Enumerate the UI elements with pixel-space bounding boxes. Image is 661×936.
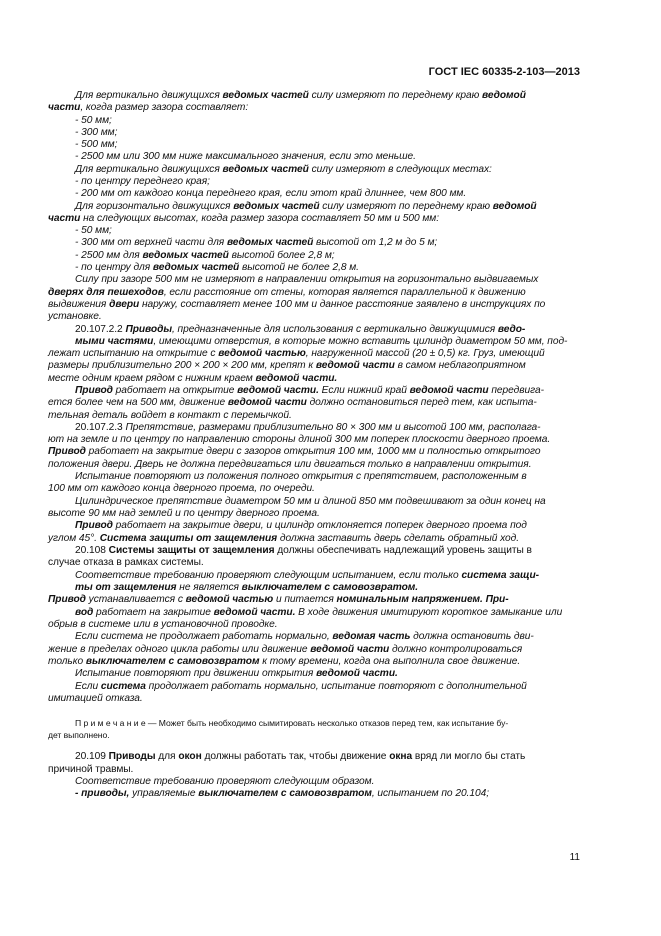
- bold-term: ведомой части: [310, 644, 390, 655]
- text-run: высотой от 1,2 м до 5 м;: [313, 237, 438, 248]
- bold-term: ведомой части.: [237, 385, 319, 396]
- text-run: в самом неблагоприятном: [394, 360, 526, 371]
- text-line: [48, 373, 337, 385]
- text-run: работает на закрытие двери, и цилиндр отклоняется поперек дверного проема под: [112, 520, 527, 531]
- text-line: [75, 751, 525, 763]
- text-line: [48, 434, 550, 446]
- bold-term: система: [100, 681, 146, 692]
- bold-term: ведомой частью: [185, 594, 274, 605]
- text-run: управляемые: [129, 788, 199, 799]
- text-run: - 300 мм;: [75, 127, 118, 138]
- text-run: - 50 мм;: [75, 115, 112, 126]
- text-run: Если нижний край: [318, 385, 410, 396]
- text-run: - 500 мм;: [75, 139, 118, 150]
- bold-term: Привод: [48, 594, 86, 605]
- text-run: должны работать так, чтобы движение: [201, 751, 390, 762]
- text-run: - 300 мм от верхней части для: [75, 237, 227, 248]
- text-run: продолжает работать нормально, испытание повторяют с дополнительной: [145, 681, 527, 692]
- text-run: силу измеряют по переднему краю: [319, 201, 493, 212]
- bold-term: вод: [75, 607, 94, 618]
- text-line: [75, 471, 527, 483]
- text-line: [48, 287, 526, 299]
- text-line: [48, 311, 102, 323]
- text-line: [48, 619, 278, 631]
- text-line: [48, 729, 110, 741]
- text-run: устанавливается с: [85, 594, 186, 605]
- bold-term: выключателем с самовозвратом: [198, 788, 372, 799]
- text-line: [75, 545, 532, 557]
- text-line: [48, 508, 320, 520]
- bold-term: части: [48, 102, 81, 113]
- text-line: [75, 385, 544, 397]
- text-line: [75, 164, 492, 176]
- text-run: ется более чем на 500 мм, движение: [48, 397, 228, 408]
- text-line: [75, 90, 526, 102]
- text-run: , когда размер зазора составляет:: [80, 102, 249, 113]
- text-run: - 2500 мм или 300 мм ниже максимального значения, если это меньше.: [75, 151, 416, 162]
- text-line: [75, 274, 538, 286]
- text-run: должно контролироваться: [389, 644, 523, 655]
- text-run: должны обеспечивать надлежащий уровень защиты в: [274, 545, 532, 556]
- text-run: П р и м е ч а н и е — Может быть необходимо сымитировать несколько отказов перед тем, как испытание бу-: [75, 718, 509, 728]
- bold-term: ведомой части: [227, 397, 307, 408]
- bold-term: Привод: [48, 446, 86, 457]
- text-line: [48, 594, 509, 606]
- text-line: [75, 496, 546, 508]
- text-run: , предназначенные для использования с вертикально движущимися: [171, 324, 498, 335]
- bold-term: система защи-: [461, 570, 539, 581]
- text-run: Если: [75, 681, 101, 692]
- text-line: [75, 336, 567, 348]
- text-line: [75, 631, 534, 643]
- text-line: [48, 360, 526, 372]
- bold-term: номинальным напряжением. При-: [336, 594, 509, 605]
- bold-term: Приводы: [108, 751, 156, 762]
- text-line: [48, 557, 204, 569]
- bold-term: ведомых частей: [233, 201, 320, 212]
- text-run: , испытанием по 20.104;: [371, 788, 489, 799]
- text-run: 20.109: [75, 751, 109, 762]
- bold-term: ведомых частей: [152, 262, 240, 273]
- text-run: положения двери. Дверь не должна передвигаться или двигаться только в направлении открытия.: [48, 459, 532, 470]
- text-run: только: [48, 656, 86, 667]
- text-run: Соответствие требованию проверяют следующим образом.: [75, 776, 375, 787]
- text-run: дет выполнено.: [48, 730, 110, 740]
- text-line: [48, 693, 143, 705]
- text-run: месте одним краем рядом с нижним краем: [48, 373, 256, 384]
- text-line: [48, 459, 531, 471]
- text-line: [75, 127, 117, 139]
- bold-term: ведомой частью: [218, 348, 306, 359]
- text-run: лежат испытанию на открытие с: [48, 348, 219, 359]
- page-number: 11: [569, 852, 580, 863]
- text-line: [75, 422, 541, 434]
- text-run: должна остановить дви-: [410, 631, 534, 642]
- text-run: выдвижения: [48, 299, 110, 310]
- text-run: и питается: [273, 594, 337, 605]
- text-line: [48, 102, 248, 114]
- bold-term: ведомых частей: [142, 250, 229, 261]
- text-line: [75, 151, 416, 163]
- text-run: Для вертикально движущихся: [75, 164, 223, 175]
- text-line: [48, 656, 520, 668]
- text-line: [75, 115, 112, 127]
- text-run: - 200 мм от каждого конца переднего края, если этот край длиннее, чем 800 мм.: [75, 188, 467, 199]
- text-line: [75, 776, 374, 788]
- text-line: [75, 250, 335, 262]
- text-run: высоте 90 мм над землей и по центру дверного проема.: [48, 508, 320, 519]
- bold-term: Приводы: [125, 324, 172, 335]
- text-run: 20.107.2.2: [75, 324, 126, 335]
- text-line: [75, 668, 398, 680]
- text-run: для: [155, 751, 179, 762]
- text-run: причиной травмы.: [48, 764, 134, 775]
- text-run: Если система не продолжает работать нормально,: [75, 631, 333, 642]
- text-line: [75, 139, 117, 151]
- text-line: [48, 299, 545, 311]
- bold-term: ведомых частей: [222, 164, 309, 175]
- text-run: - по центру переднего края;: [75, 176, 210, 187]
- text-line: [48, 410, 292, 422]
- bold-term: ведомой: [482, 90, 526, 101]
- text-run: 20.107.2.3: [75, 422, 126, 433]
- text-run: установке.: [48, 311, 102, 322]
- text-run: Соответствие требованию проверяют следующим испытанием, если только: [75, 570, 462, 581]
- text-run: Испытание повторяют из положения полного открытия с препятствием, расположенным в: [75, 471, 527, 482]
- text-run: работает на закрытие: [93, 607, 214, 618]
- document-header: ГОСТ IEC 60335-2-103—2013: [428, 66, 580, 78]
- bold-term: ведомой части: [315, 360, 395, 371]
- text-run: Для вертикально движущихся: [75, 90, 223, 101]
- text-run: Испытание повторяют при движении открытия: [75, 668, 317, 679]
- text-run: работает на закрытие двери с зазоров открытия 100 мм, 1000 мм и полностью открытого: [85, 446, 541, 457]
- text-run: высотой более 2,8 м;: [228, 250, 335, 261]
- bold-term: окна: [389, 751, 413, 762]
- text-run: силу измеряют по переднему краю: [308, 90, 483, 101]
- text-run: , если расстояние от стены, которая является параллельной к движению: [163, 287, 526, 298]
- text-run: ют на земле и по центру по направлению стороны длиной 300 мм поперек плоскости дверного проема.: [48, 434, 551, 445]
- text-run: работает на открытие: [112, 385, 238, 396]
- text-line: [48, 348, 545, 360]
- text-run: случае отказа в рамках системы.: [48, 557, 204, 568]
- text-line: [75, 201, 537, 213]
- text-line: [48, 483, 315, 495]
- text-run: , нагруженной массой (20 ± 0,5) кг. Груз, имеющий: [305, 348, 545, 359]
- text-run: передвига-: [488, 385, 544, 396]
- text-line: [75, 237, 437, 249]
- text-line: [75, 520, 527, 532]
- text-line: [75, 788, 489, 800]
- text-line: [75, 681, 527, 693]
- text-run: В ходе движения имитируют короткое замыкание или: [295, 607, 563, 618]
- text-run: к тому времени, когда она выполнила свое движение.: [259, 656, 521, 667]
- text-run: тельная деталь войдет в контакт с перемычкой.: [48, 410, 292, 421]
- bold-term: ведо-: [497, 324, 526, 335]
- text-line: [75, 717, 508, 729]
- bold-term: выключателем с самовозвратом: [85, 656, 260, 667]
- text-run: 100 мм от каждого конца дверного проема, по очереди.: [48, 483, 315, 494]
- text-run: размеры приблизительно 200 × 200 × 200 мм, крепят к: [48, 360, 316, 371]
- text-line: [75, 324, 525, 336]
- bold-term: ты от защемления: [75, 582, 177, 593]
- text-line: [75, 570, 539, 582]
- text-run: Цилиндрическое препятствие диаметром 50 мм и длиной 850 мм подвешивают за один конец на: [75, 496, 546, 507]
- bold-term: дверях для пешеходов: [48, 287, 164, 298]
- bold-term: ведомой части.: [316, 668, 398, 679]
- text-line: [48, 397, 537, 409]
- bold-term: ведомая часть: [332, 631, 411, 642]
- text-run: - 50 мм;: [75, 225, 112, 236]
- text-line: [48, 213, 439, 225]
- bold-term: выключателем с самовозвратом.: [241, 582, 419, 593]
- text-line: [48, 644, 522, 656]
- text-run: Силу при зазоре 500 мм не измеряют в направлении открытия на горизонтально выдвигаемых: [75, 274, 539, 285]
- bold-term: ведомых частей: [226, 237, 314, 248]
- bold-term: Система защиты от защемления: [99, 533, 278, 544]
- text-run: должно остановиться перед тем, как испыта-: [306, 397, 537, 408]
- bold-term: ведомой части.: [255, 373, 338, 384]
- bold-term: ведомой части.: [213, 607, 296, 618]
- bold-term: двери: [109, 299, 140, 310]
- text-run: Для горизонтально движущихся: [75, 201, 234, 212]
- text-line: [48, 533, 519, 545]
- bold-term: мыми частями: [75, 336, 154, 347]
- text-run: вряд ли могло бы стать: [412, 751, 526, 762]
- bold-term: окон: [178, 751, 202, 762]
- bold-term: части: [48, 213, 81, 224]
- bold-term: - приводы,: [75, 788, 130, 799]
- text-run: , имеющими отверстия, в которые можно вставить цилиндр диаметром 50 мм, под-: [153, 336, 568, 347]
- text-line: [75, 607, 562, 619]
- text-run: высотой не более 2,8 м.: [239, 262, 359, 273]
- text-line: [75, 582, 418, 594]
- bold-term: Системы защиты от защемления: [108, 545, 275, 556]
- text-run: - 2500 мм для: [75, 250, 143, 261]
- text-line: [75, 225, 112, 237]
- text-run: 20.108: [75, 545, 109, 556]
- text-run: имитацией отказа.: [48, 693, 143, 704]
- bold-term: ведомых частей: [222, 90, 309, 101]
- bold-term: Привод: [75, 385, 113, 396]
- text-run: Препятствие, размерами приблизительно 80 × 300 мм и высотой 100 мм, располага-: [125, 422, 541, 433]
- text-line: [48, 764, 133, 776]
- text-line: [75, 176, 210, 188]
- text-line: [75, 188, 466, 200]
- text-run: наружу, составляет менее 100 мм и данное расстояние заявлено в инструкциях по: [139, 299, 546, 310]
- bold-term: ведомой части: [409, 385, 489, 396]
- text-line: [48, 446, 541, 458]
- bold-term: ведомой: [492, 201, 537, 212]
- bold-term: Привод: [75, 520, 113, 531]
- text-run: углом 45°.: [48, 533, 100, 544]
- text-run: не является: [176, 582, 242, 593]
- text-line: [75, 262, 359, 274]
- text-run: - по центру для: [75, 262, 153, 273]
- text-run: на следующих высотах, когда размер зазора составляет 50 мм и 500 мм:: [80, 213, 439, 224]
- text-run: силу измеряют в следующих местах:: [308, 164, 492, 175]
- text-run: должна заставить дверь сделать обратный ход.: [277, 533, 520, 544]
- text-run: жение в пределах одного цикла работы или движение: [48, 644, 311, 655]
- text-run: обрыв в системе или в установочной проводке.: [48, 619, 278, 630]
